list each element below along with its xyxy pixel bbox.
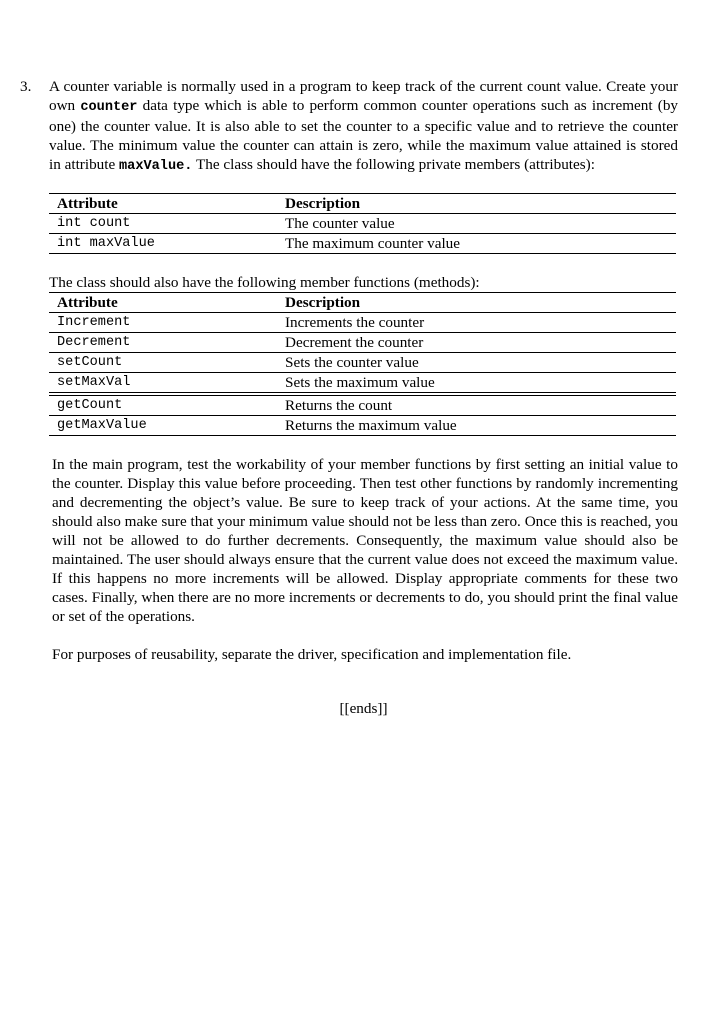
method-name: getCount <box>57 398 123 413</box>
reusability-paragraph: For purposes of reusability, separate the driver, specification and implementation file. <box>52 646 572 663</box>
methods-intro: The class should also have the following member functions (methods): <box>49 274 480 291</box>
method-name: setCount <box>57 355 123 370</box>
intro-text-2: data type which is able to perform common counter operations such as increment (by one) the counter value. It is also able to set the counter to a specific value and to retrieve the counter value. The minimum value the counter can attain is zero, while the maximum value attained is stored in attribute <box>49 97 679 173</box>
method-name: Decrement <box>57 335 131 350</box>
question-number: 3. <box>20 78 32 95</box>
method-name: setMaxVal <box>57 375 131 390</box>
methods-header-description: Description <box>285 294 361 311</box>
attribute-name: int maxValue <box>57 236 155 251</box>
table-row <box>49 396 676 416</box>
method-description: Increments the counter <box>285 314 425 331</box>
method-name: Increment <box>57 315 131 330</box>
table-row <box>49 416 676 436</box>
attribute-name: int count <box>57 216 131 231</box>
question-3 <box>20 77 678 718</box>
method-description: Sets the counter value <box>285 354 419 371</box>
attributes-header-description: Description <box>285 195 361 212</box>
intro-code-counter: counter <box>80 100 138 115</box>
table-row <box>49 214 676 234</box>
intro-text-1: A counter variable is normally used in a program to keep track of the current count value. Create your own <box>49 78 678 114</box>
attributes-table-header <box>49 194 676 214</box>
intro-code-maxvalue: maxValue. <box>119 159 193 174</box>
method-name: getMaxValue <box>57 418 147 433</box>
attributes-header-attribute: Attribute <box>57 195 118 212</box>
method-description: Returns the count <box>285 397 393 414</box>
methods-table-header <box>49 293 676 313</box>
table-row <box>49 353 676 373</box>
methods-table <box>49 292 676 436</box>
ends-marker: [[ends]] <box>339 700 388 717</box>
table-row <box>49 333 676 353</box>
intro-text-3: The class should have the following private members (attributes): <box>192 156 595 173</box>
table-row <box>49 313 676 333</box>
attributes-table <box>49 193 676 254</box>
method-description: Returns the maximum value <box>285 417 457 434</box>
method-description: Sets the maximum value <box>285 374 435 391</box>
main-program-paragraph: In the main program, test the workability of your member functions by first setting an initial value to the counter. Display this value before proceeding. Then test other functions by randomly incrementing and decrementing the object’s value. Be sure to keep track of your actions. At the same time, you should also make sure that your minimum value should not be less than zero. Once this is reached, you will not be allowed to do further decrements. Consequently, the maximum value should also be maintained. The user should always ensure that the current value does not exceed the maximum value. If this happens no more increments will be allowed. Display appropriate comments for these two cases. Finally, when there are no more increments or decrements to do, you should print the final value or set of the operations. <box>52 456 678 625</box>
table-row <box>49 234 676 254</box>
method-description: Decrement the counter <box>285 334 424 351</box>
table-row <box>49 373 676 393</box>
attribute-description: The maximum counter value <box>285 235 461 252</box>
question-intro <box>49 77 678 176</box>
methods-header-attribute: Attribute <box>57 294 118 311</box>
attribute-description: The counter value <box>285 215 395 232</box>
